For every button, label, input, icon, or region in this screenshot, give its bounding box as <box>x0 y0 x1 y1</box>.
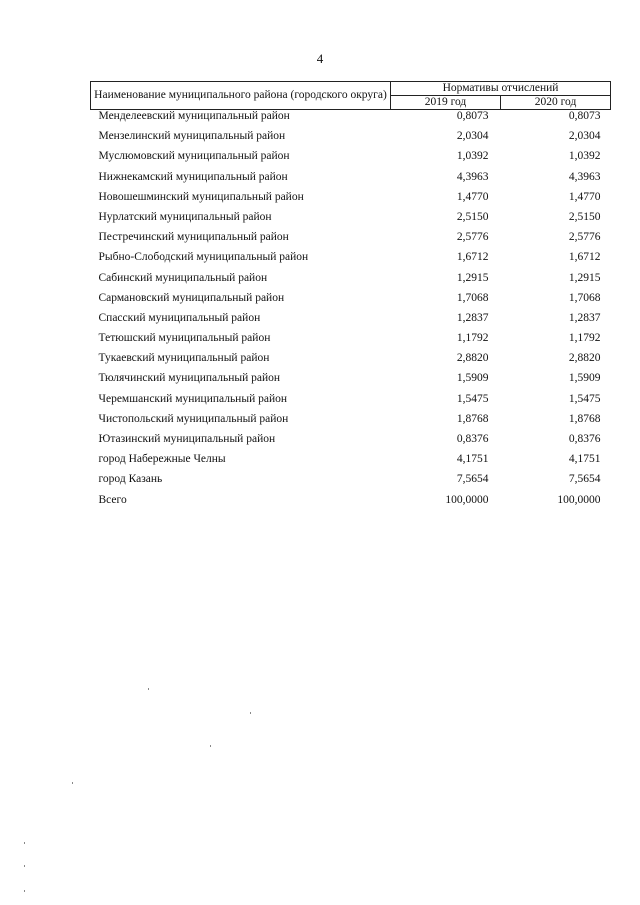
table-row <box>91 393 611 413</box>
district-name-cell: Мензелинский муниципальный район <box>98 130 286 143</box>
table-row <box>91 171 611 191</box>
value-2019-cell: 0,8073 <box>456 110 489 122</box>
table-row <box>91 352 611 372</box>
value-2019-cell: 4,1751 <box>456 453 489 466</box>
table-row <box>91 413 611 433</box>
table-row <box>91 251 611 271</box>
district-name-cell: Муслюмовский муниципальный район <box>98 150 290 163</box>
value-2020-cell: 2,0304 <box>568 130 601 143</box>
scan-speck <box>24 865 25 867</box>
district-name-cell: Тукаевский муниципальный район <box>98 352 270 365</box>
scan-speck <box>24 842 25 844</box>
table-body <box>91 110 611 514</box>
header-year-2019: 2019 год <box>391 96 501 110</box>
district-name-cell: город Набережные Челны <box>98 453 226 466</box>
value-2020-cell: 1,5909 <box>568 372 601 385</box>
value-2019-cell: 1,2837 <box>456 311 489 324</box>
table-row <box>91 150 611 170</box>
scan-speck <box>24 890 25 892</box>
value-2020-cell: 1,6712 <box>568 251 601 264</box>
value-2020-cell: 1,0392 <box>568 150 601 163</box>
district-name-cell: Тетюшский муниципальный район <box>98 332 271 345</box>
value-2019-cell: 2,0304 <box>456 130 489 143</box>
district-name-cell: Нурлатский муниципальный район <box>98 210 272 223</box>
district-name-cell: Рыбно-Слободский муниципальный район <box>98 251 309 264</box>
district-name-cell: Менделеевский муниципальный район <box>98 110 290 122</box>
value-2020-cell: 4,3963 <box>568 170 601 183</box>
value-2019-cell: 1,1792 <box>456 332 489 345</box>
scan-speck <box>210 745 211 747</box>
page-number: 4 <box>316 51 324 66</box>
value-2019-cell: 100,0000 <box>445 493 489 506</box>
value-2019-cell: 1,8768 <box>456 412 489 425</box>
district-name-cell: Нижнекамский муниципальный район <box>98 170 288 183</box>
value-2019-cell: 1,6712 <box>456 251 489 264</box>
value-2019-cell: 4,3963 <box>456 170 489 183</box>
header-district-name: Наименование муниципального района (городского округа) <box>91 82 391 110</box>
value-2019-cell: 1,7068 <box>456 291 489 304</box>
value-2020-cell: 1,8768 <box>568 412 601 425</box>
value-2019-cell: 2,5776 <box>456 231 489 244</box>
value-2020-cell: 2,5150 <box>568 210 601 223</box>
district-name-cell: Всего <box>98 493 127 506</box>
value-2020-cell: 7,5654 <box>568 473 601 486</box>
value-2020-cell: 1,4770 <box>568 190 601 203</box>
value-2019-cell: 1,2915 <box>456 271 489 284</box>
value-2020-cell: 0,8073 <box>568 110 601 122</box>
value-2020-cell: 2,5776 <box>568 231 601 244</box>
value-2020-cell: 1,5475 <box>568 392 601 405</box>
district-name-cell: город Казань <box>98 473 163 486</box>
table-row <box>91 332 611 352</box>
district-name-cell: Черемшанский муниципальный район <box>98 392 288 405</box>
district-name-cell: Сабинский муниципальный район <box>98 271 268 284</box>
value-2020-cell: 2,8820 <box>568 352 601 365</box>
value-2020-cell: 1,7068 <box>568 291 601 304</box>
allocation-norms-table <box>90 81 611 514</box>
district-name-cell: Сармановский муниципальный район <box>98 291 285 304</box>
value-2019-cell: 1,0392 <box>456 150 489 163</box>
table-row <box>91 453 611 473</box>
scan-speck <box>148 688 149 690</box>
value-2020-cell: 1,2915 <box>568 271 601 284</box>
district-name-cell: Новошешминский муниципальный район <box>98 190 304 203</box>
table-row <box>91 272 611 292</box>
scan-speck <box>250 712 251 714</box>
district-name-cell: Тюлячинский муниципальный район <box>98 372 281 385</box>
table-row <box>91 494 611 514</box>
table-row <box>91 130 611 150</box>
value-2020-cell: 100,0000 <box>557 493 601 506</box>
table-row <box>91 110 611 131</box>
table-row <box>91 312 611 332</box>
value-2019-cell: 2,8820 <box>456 352 489 365</box>
value-2019-cell: 1,4770 <box>456 190 489 203</box>
district-name-cell: Ютазинский муниципальный район <box>98 433 276 445</box>
header-allocation-norms: Нормативы отчислений <box>391 82 611 96</box>
value-2020-cell: 0,8376 <box>568 433 601 445</box>
value-2020-cell: 4,1751 <box>568 453 601 466</box>
district-name-cell: Спасский муниципальный район <box>98 311 261 324</box>
table-header <box>91 82 611 110</box>
table-row <box>91 372 611 392</box>
value-2019-cell: 2,5150 <box>456 210 489 223</box>
district-name-cell: Пестречинский муниципальный район <box>98 231 289 244</box>
scan-speck <box>72 782 73 784</box>
table-row <box>91 191 611 211</box>
table-row <box>91 292 611 312</box>
value-2019-cell: 1,5909 <box>456 372 489 385</box>
table-row <box>91 231 611 251</box>
table-row <box>91 211 611 231</box>
header-year-2020: 2020 год <box>501 96 611 110</box>
district-name-cell: Чистопольский муниципальный район <box>98 412 289 425</box>
table-row <box>91 433 611 453</box>
value-2019-cell: 1,5475 <box>456 392 489 405</box>
value-2019-cell: 7,5654 <box>456 473 489 486</box>
table-row <box>91 473 611 493</box>
value-2020-cell: 1,1792 <box>568 332 601 345</box>
value-2019-cell: 0,8376 <box>456 433 489 445</box>
value-2020-cell: 1,2837 <box>568 311 601 324</box>
